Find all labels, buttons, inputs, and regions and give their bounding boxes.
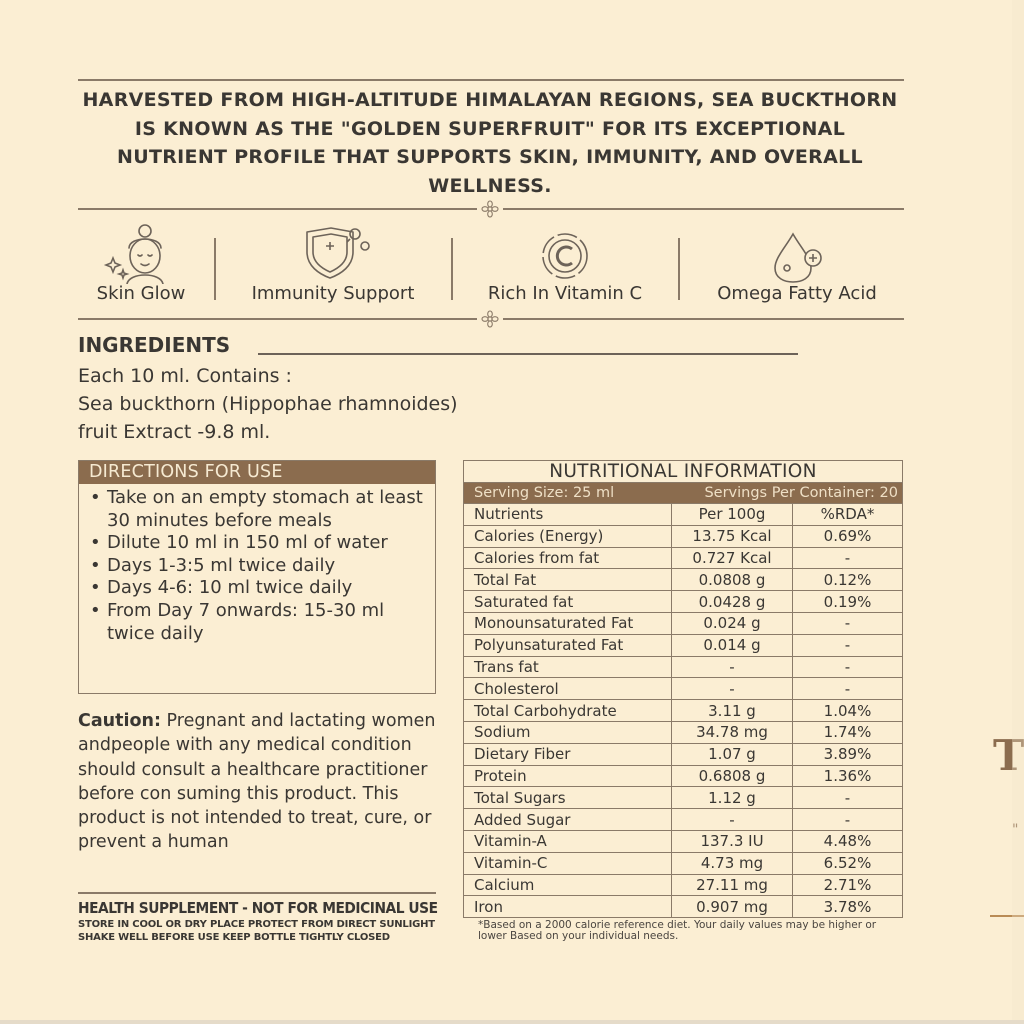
benefit-separator <box>678 238 680 300</box>
nutrient-rda: 2.71% <box>793 874 903 896</box>
directions-box <box>78 460 436 694</box>
table-row <box>464 525 903 547</box>
nutrient-rda: 0.69% <box>793 525 903 547</box>
directions-item: • Days 4-6: 10 ml twice daily <box>89 577 431 600</box>
table-header-row <box>464 504 903 526</box>
servings-per-container: Servings Per Container: 20 <box>704 485 898 501</box>
table-row <box>464 852 903 874</box>
ingredients-line: fruit Extract -9.8 ml. <box>78 421 271 443</box>
nutrient-per-100g: - <box>672 809 793 831</box>
caution-label: Caution: <box>78 711 161 731</box>
ingredients-text <box>78 362 458 446</box>
header-per-100g: Per 100g <box>672 504 793 526</box>
nutrient-per-100g: 3.11 g <box>672 700 793 722</box>
nutrient-per-100g: 0.727 Kcal <box>672 547 793 569</box>
nutrient-rda: 6.52% <box>793 852 903 874</box>
oil-drop-icon <box>757 222 837 284</box>
nutrient-name: Dietary Fiber <box>464 743 672 765</box>
nutrient-rda: - <box>793 656 903 678</box>
nutrient-per-100g: 0.6808 g <box>672 765 793 787</box>
directions-item: • Dilute 10 ml in 150 ml of water <box>89 532 431 555</box>
directions-item: • Take on an empty stomach at least 30 minutes before meals <box>89 487 431 532</box>
nutrition-table <box>463 460 903 918</box>
benefit-label: Rich In Vitamin C <box>487 283 643 304</box>
nutrient-rda: 1.36% <box>793 765 903 787</box>
nutrient-name: Total Sugars <box>464 787 672 809</box>
ingredients-title: INGREDIENTS <box>78 333 231 357</box>
benefit-label: Omega Fatty Acid <box>717 283 877 304</box>
nutrient-per-100g: 0.907 mg <box>672 896 793 918</box>
nutrient-name: Vitamin-A <box>464 830 672 852</box>
serving-info <box>464 483 903 504</box>
nutrient-name: Calories from fat <box>464 547 672 569</box>
benefit-omega-fatty-acid <box>690 222 904 310</box>
table-row <box>464 612 903 634</box>
benefit-separator <box>214 238 216 300</box>
top-rule <box>78 79 904 81</box>
storage-note: STORE IN COOL OR DRY PLACE PROTECT FROM DIRECT SUNLIGHT <box>78 919 435 930</box>
nutrition-footnote: *Based on a 2000 calorie reference diet. Your daily values may be higher or lower Based on your individual needs. <box>478 919 877 942</box>
nutrient-rda: 0.12% <box>793 569 903 591</box>
nutrient-name: Calcium <box>464 874 672 896</box>
nutrient-per-100g: 13.75 Kcal <box>672 525 793 547</box>
table-row <box>464 700 903 722</box>
right-edge-strip <box>1012 0 1024 1024</box>
nutrient-rda: 4.48% <box>793 830 903 852</box>
nutrient-per-100g: 1.12 g <box>672 787 793 809</box>
edge-letter: T <box>993 731 1024 780</box>
vitamin-c-icon <box>525 222 605 284</box>
table-row <box>464 569 903 591</box>
benefit-label: Immunity Support <box>251 283 415 304</box>
nutrient-per-100g: 27.11 mg <box>672 874 793 896</box>
bottom-band <box>0 1020 1024 1024</box>
table-row <box>464 787 903 809</box>
nutrient-name: Polyunsaturated Fat <box>464 634 672 656</box>
nutrient-rda: 3.78% <box>793 896 903 918</box>
shield-plus-icon <box>293 222 373 284</box>
nutrient-name: Saturated fat <box>464 591 672 613</box>
directions-title: DIRECTIONS FOR USE <box>79 461 435 484</box>
nutrient-rda: 0.19% <box>793 591 903 613</box>
table-row <box>464 678 903 700</box>
ingredients-underline <box>258 353 798 355</box>
serving-size: Serving Size: 25 ml <box>474 485 615 501</box>
table-row <box>464 656 903 678</box>
nutrient-name: Vitamin-C <box>464 852 672 874</box>
nutrient-name: Monounsaturated Fat <box>464 612 672 634</box>
nutrient-per-100g: 0.024 g <box>672 612 793 634</box>
directions-item: • From Day 7 onwards: 15-30 ml twice daily <box>89 600 431 645</box>
nutrient-per-100g: 0.014 g <box>672 634 793 656</box>
nutrient-name: Cholesterol <box>464 678 672 700</box>
ingredients-line: Sea buckthorn (Hippophae rhamnoides) <box>78 393 458 415</box>
table-row <box>464 874 903 896</box>
flower-ornament-icon <box>477 200 503 218</box>
nutrient-rda: - <box>793 547 903 569</box>
header-rda: %RDA* <box>793 504 903 526</box>
nutrient-per-100g: 137.3 IU <box>672 830 793 852</box>
nutrient-rda: - <box>793 809 903 831</box>
table-row <box>464 721 903 743</box>
nutrient-name: Protein <box>464 765 672 787</box>
benefit-skin-glow <box>78 222 204 310</box>
nutrient-per-100g: 0.0808 g <box>672 569 793 591</box>
benefit-immunity-support <box>224 222 442 310</box>
nutrient-rda: 3.89% <box>793 743 903 765</box>
header-nutrients: Nutrients <box>464 504 672 526</box>
benefit-label: Skin Glow <box>96 283 186 304</box>
table-row <box>464 591 903 613</box>
directions-list <box>79 484 435 645</box>
directions-item: • Days 1-3:5 ml twice daily <box>89 555 431 578</box>
nutrient-rda: - <box>793 612 903 634</box>
benefit-separator <box>451 238 453 300</box>
nutrient-rda: - <box>793 634 903 656</box>
benefit-vitamin-c <box>460 222 670 310</box>
nutrient-name: Iron <box>464 896 672 918</box>
nutrient-name: Added Sugar <box>464 809 672 831</box>
nutrient-rda: 1.74% <box>793 721 903 743</box>
caution-rule <box>78 892 436 894</box>
woman-face-icon <box>101 222 181 284</box>
nutrient-name: Trans fat <box>464 656 672 678</box>
nutrient-per-100g: - <box>672 678 793 700</box>
nutrient-per-100g: 0.0428 g <box>672 591 793 613</box>
table-row <box>464 896 903 918</box>
nutrient-name: Calories (Energy) <box>464 525 672 547</box>
flower-ornament-icon <box>477 310 503 328</box>
health-supplement-title: HEALTH SUPPLEMENT - NOT FOR MEDICINAL USE <box>78 899 438 917</box>
nutrient-per-100g: 4.73 mg <box>672 852 793 874</box>
table-row <box>464 547 903 569</box>
edge-mark: " <box>1012 822 1019 838</box>
nutrient-rda: 1.04% <box>793 700 903 722</box>
nutrient-per-100g: 34.78 mg <box>672 721 793 743</box>
nutrient-name: Sodium <box>464 721 672 743</box>
table-row <box>464 743 903 765</box>
table-row <box>464 634 903 656</box>
nutrient-name: Total Carbohydrate <box>464 700 672 722</box>
shake-note: SHAKE WELL BEFORE USE KEEP BOTTLE TIGHTLY CLOSED <box>78 932 390 943</box>
nutrient-rda: - <box>793 787 903 809</box>
nutrition-title: NUTRITIONAL INFORMATION <box>464 461 903 483</box>
table-row <box>464 830 903 852</box>
caution-body: Pregnant and lactating women andpeople with any medical condition should consult a healthcare practitioner before con suming this product. This product is not intended to treat, cure, or prevent a human <box>78 711 436 853</box>
table-row <box>464 765 903 787</box>
caution-text <box>78 709 438 855</box>
nutrient-rda: - <box>793 678 903 700</box>
table-row <box>464 809 903 831</box>
ingredients-line: Each 10 ml. Contains : <box>78 365 292 387</box>
nutrient-per-100g: - <box>672 656 793 678</box>
nutrient-name: Total Fat <box>464 569 672 591</box>
lead-text: HARVESTED FROM HIGH-ALTITUDE HIMALAYAN REGIONS, SEA BUCKTHORN IS KNOWN AS THE "GOLDEN SUPERFRUIT" FOR ITS EXCEPTIONAL NUTRIENT PROFILE THAT SUPPORTS SKIN, IMMUNITY, AND OVERALL WELLNESS. <box>82 89 898 197</box>
nutrient-per-100g: 1.07 g <box>672 743 793 765</box>
